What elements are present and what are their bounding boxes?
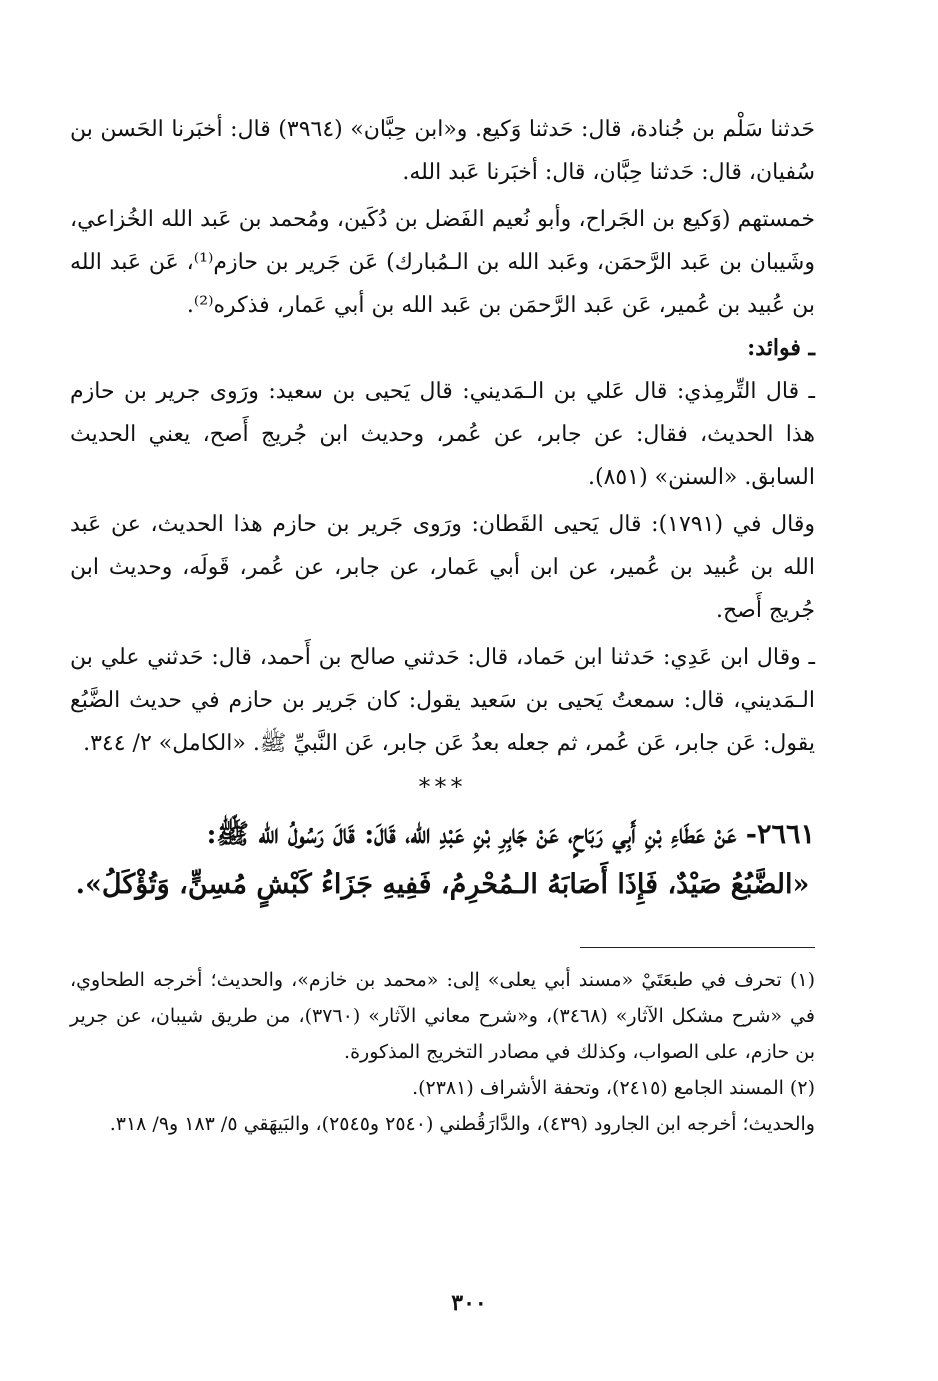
paragraph-qattan: وقال في (١٧٩١): قال يَحيى القَطان: ورَوى جَرير بن حازم هذا الحديث، عن عَبد الله بن عُبيد بن عُمير، عن ابن أبي عَمار، عن جابر، عن عُمر، قَولَه، وحديث ابن جُريج أَصح.	[70, 512, 815, 623]
paragraph-ibn-adi: ـ وقال ابن عَدِي: حَدثنا ابن حَماد، قال: حَدثني صالح بن أَحمد، قال: حَدثني علي بن الـمَديني، قال: سمعتُ يَحيى بن سَعيد يقول: كان جَرير بن حازم في حديث الضَّبُع يقول: عَن جابر، عَن عُمر، ثم جعله بعدُ عَن جابر، عَن النَّبيِّ ﷺ. «الكامل» ٢/ ٣٤٤.	[70, 645, 815, 756]
section-separator: ***	[418, 773, 467, 801]
fawaid-heading: ـ فوائد:	[747, 335, 815, 361]
footnote-2: (٢) المسند الجامع (٢٤١٥)، وتحفة الأشراف (٢٣٨١).	[412, 1077, 815, 1099]
page-number: ٣٠٠	[451, 1290, 487, 1316]
footnote-3: والحديث؛ أخرجه ابن الجارود (٤٣٩)، والدَّارَقُطني (٢٥٤٠ و٢٥٤٥)، والبَيهَقي ٥/ ١٨٣ و٩/ ٣١٨.	[109, 1113, 815, 1135]
hadith-chain: ٢٦٦١- عَنْ عَطَاءِ بْنِ أَبِي رَبَاحٍ، عَنْ جَابِرِ بْنِ عَبْدِ الله، قَالَ: قَالَ رَسُولُ الله ﷺ:	[206, 819, 815, 850]
footnote-divider	[580, 947, 815, 948]
page-content	[70, 108, 815, 1142]
paragraph-isnad-2: خمستهم (وَكيع بن الجَراح، وأبو نُعيم الفَضل بن دُكَين، ومُحمد بن عَبد الله الخُزاعي، وشَيبان بن عَبد الرَّحمَن، وعَبد الله بن الـمُبارك) عَن جَرير بن حازم⁽¹⁾، عَن عَبد الله بن عُبيد بن عُمير، عَن عَبد الرَّحمَن بن عَبد الله بن أبي عَمار، فذكره⁽²⁾.	[70, 207, 815, 318]
paragraph-isnad-1: حَدثنا سَلْم بن جُنادة، قال: حَدثنا وَكيع. و«ابن حِبَّان» (٣٩٦٤) قال: أخبَرنا الحَسن بن سُفيان، قال: حَدثنا حِبَّان، قال: أخبَرنا عَبد الله.	[70, 117, 815, 185]
footnote-1: (١) تحرف في طبعَتَيْ «مسند أبي يعلى» إلى: «محمد بن خازم»، والحديث؛ أخرجه الطحاوي، في «شرح مشكل الآثار» (٣٤٦٨)، و«شرح معاني الآثار» (٣٧٦٠)، من طريق شيبان، عن جرير بن حازم، على الصواب، وكذلك في مصادر التخريج المذكورة.	[70, 969, 815, 1063]
hadith-text: «الضَّبُعُ صَيْدٌ، فَإِذَا أَصَابَهُ الـمُحْرِمُ، فَفِيهِ جَزَاءُ كَبْشٍ مُسِنٍّ، وَتُؤْكَلُ».	[75, 869, 810, 900]
paragraph-tirmidhi: ـ قال التِّرمِذي: قال عَلي بن الـمَديني: قال يَحيى بن سعيد: ورَوى جرير بن حازم هذا الحديث، فقال: عن جابر، عن عُمر، وحديث ابن جُريج أَصح، يعني الحديث السابق. «السنن» (٨٥١).	[70, 379, 815, 490]
